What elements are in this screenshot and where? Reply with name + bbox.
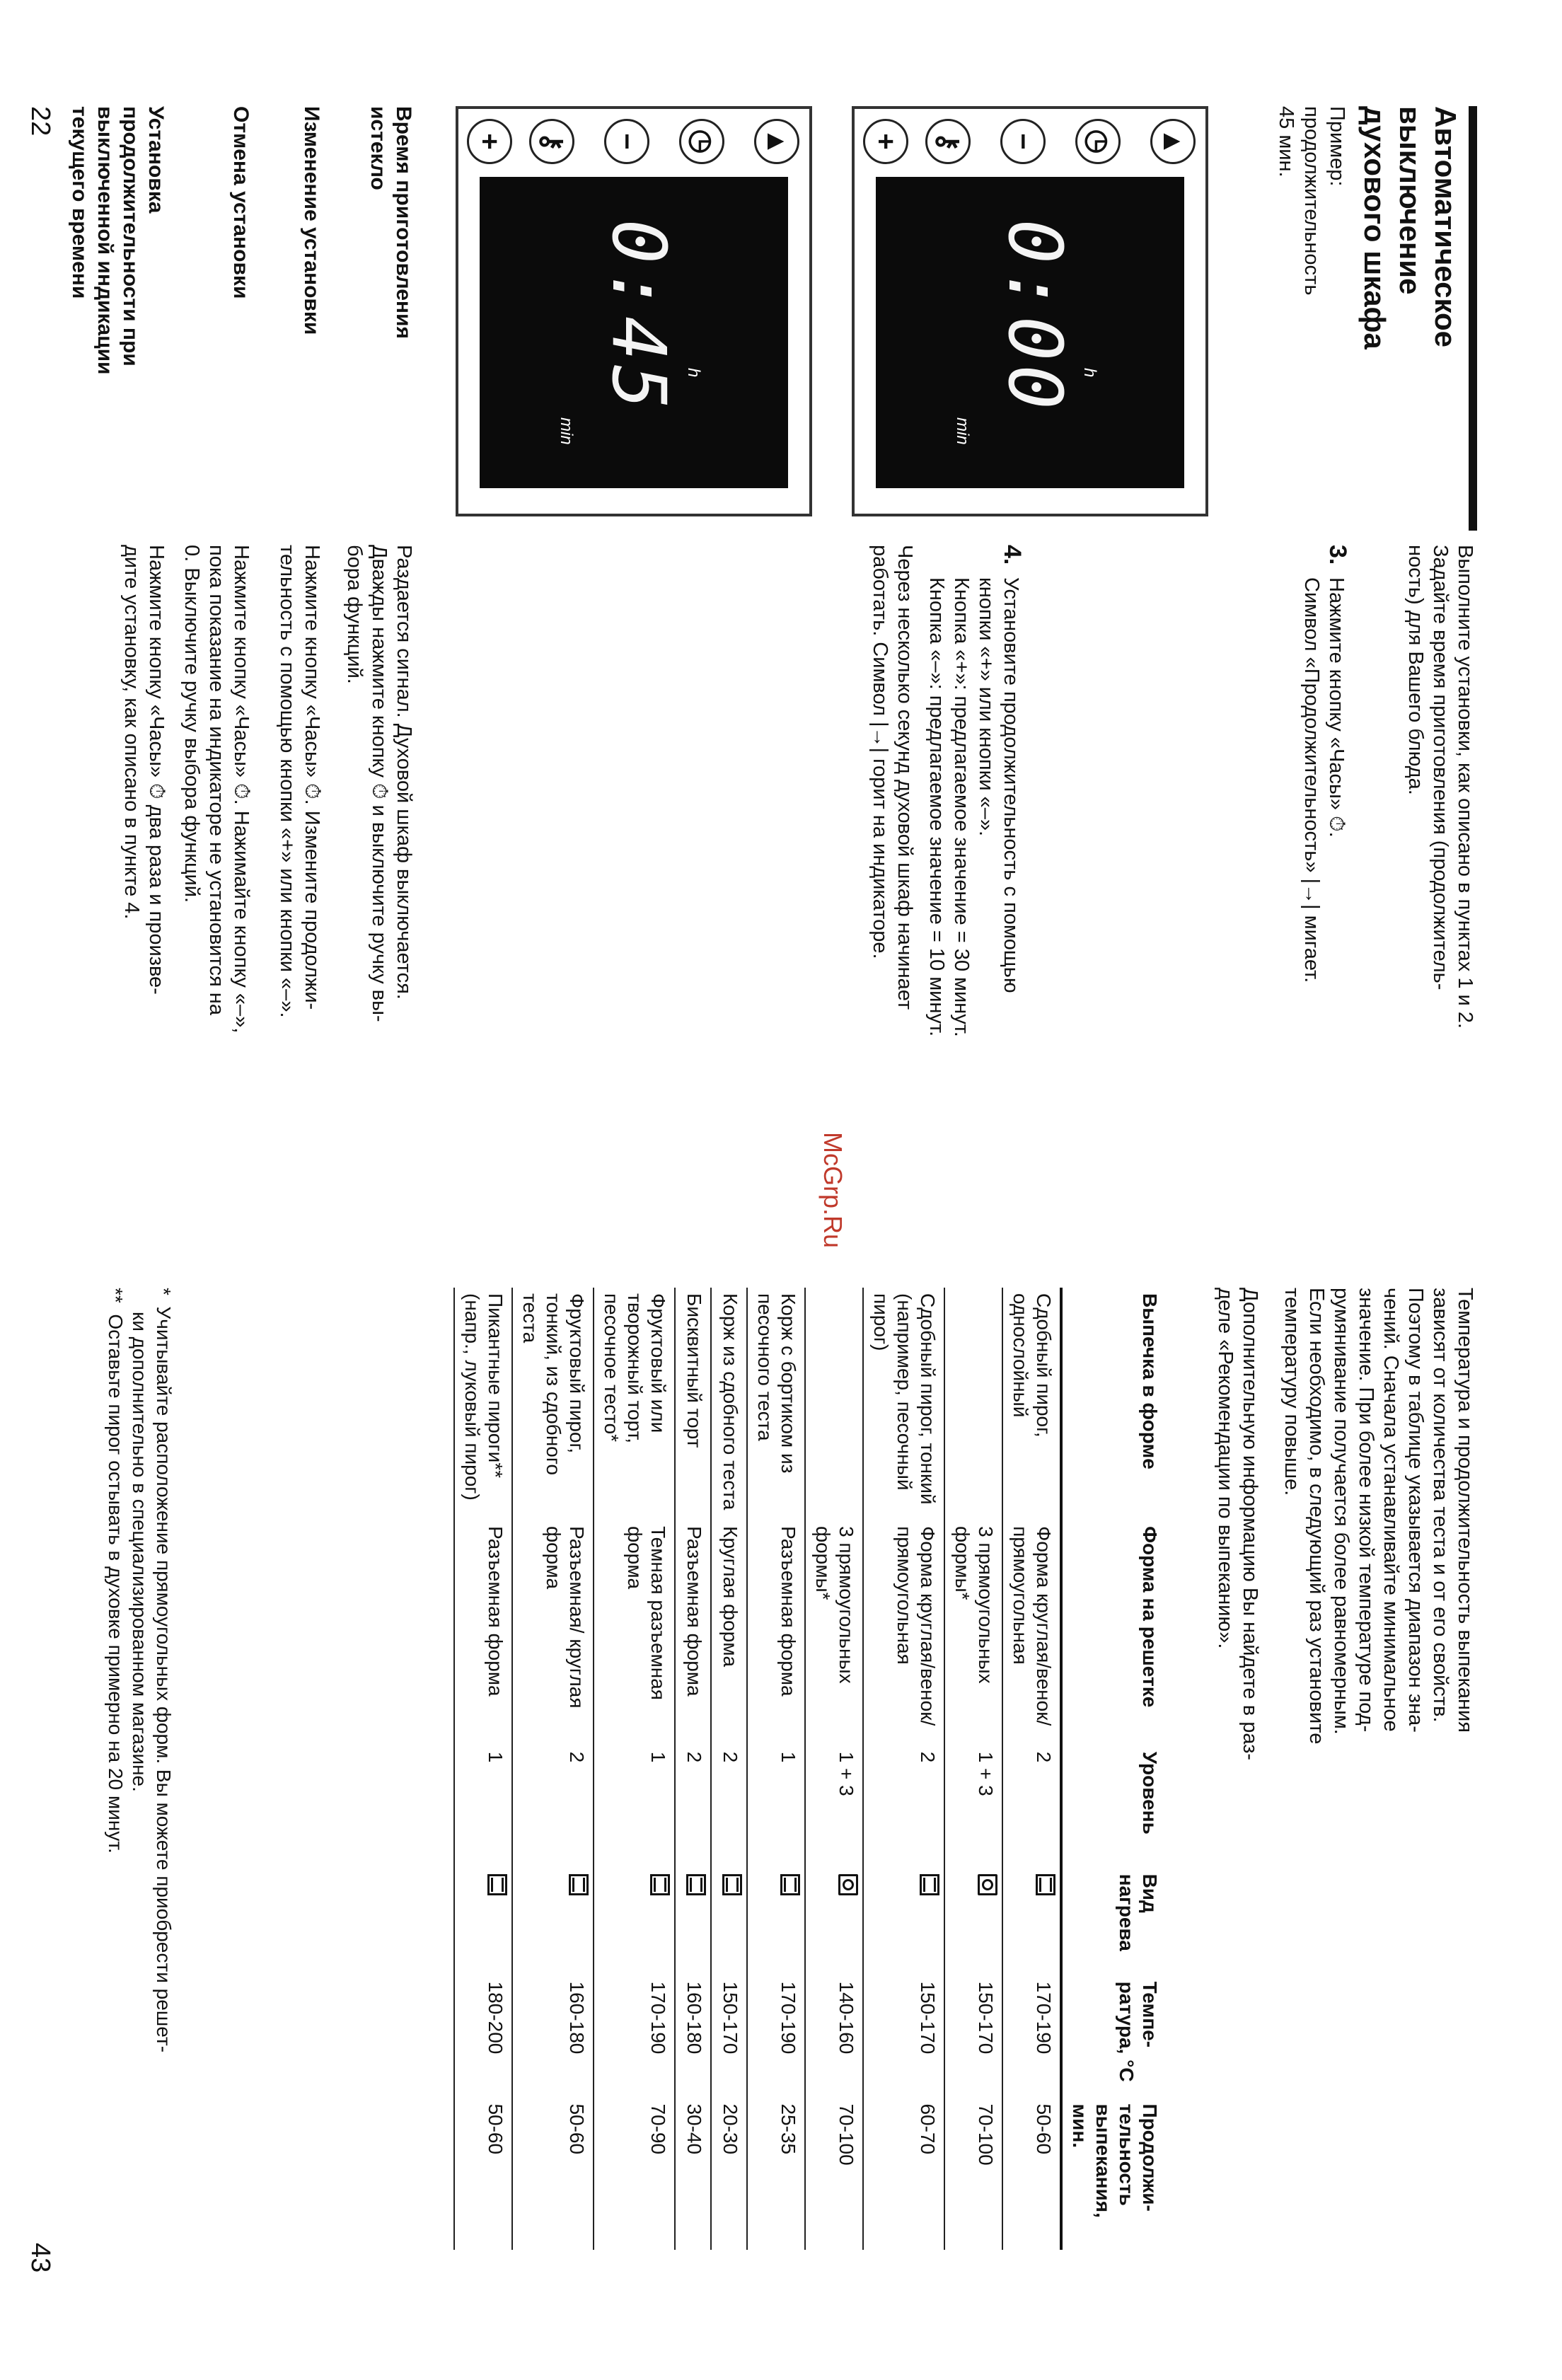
section-label-change: Изменение установки <box>300 106 323 335</box>
top-bottom-heating-icon <box>487 1874 507 1895</box>
col-temp: Темпе-ратура, °C <box>1061 1976 1166 2098</box>
unit-minutes: min <box>557 417 576 445</box>
clock-button[interactable]: ◷ <box>679 119 724 164</box>
table-header <box>1061 1288 1166 2250</box>
unit-hours: h <box>684 368 703 378</box>
cell-temp: 140-160 <box>805 1976 863 2098</box>
cell-dish: Фруктовый или творожный торт, песочное тесто* <box>594 1288 675 1520</box>
step3: 3.Нажмите кнопку «Часы» ⏱. Символ «Продолжительность» |→| мигает. <box>1300 545 1351 983</box>
table-row <box>454 1288 512 2250</box>
cell-heat <box>863 1868 944 1976</box>
section-text-cancel: Нажмите кнопку «Часы» ⏱. Нажимайте кнопку «–», пока показание на индикаторе не установится на 0. Выключите ручку выбора функций. <box>180 545 253 1034</box>
cell-dish: Сдобный пирог, однослойный <box>1002 1288 1061 1520</box>
cell-level: 1 <box>594 1746 675 1868</box>
unit-hours: h <box>1080 368 1099 378</box>
cell-level: 1 + 3 <box>944 1746 1002 1868</box>
cell-form: Темная разъемная форма <box>594 1520 675 1746</box>
fan-heating-icon <box>978 1874 997 1895</box>
cell-heat <box>944 1868 1002 1976</box>
cell-heat <box>805 1868 863 1976</box>
right-intro: Температура и продолжительность выпекания зависят от количества теста и от его свойств. Поэтому в таблице указывается диапазон зна- чений. Сначала устанавливайте минимальное значение. При более низкой температуре под- румянивание получается более равномерным. Если необходимо, в следующий раз установите температуру повыше. Дополнительную информацию Вы найдете в раз- деле «Рекомендации по выпеканию». <box>1214 1288 1476 1761</box>
left-page <box>0 106 1562 1217</box>
up-button[interactable]: ▲ <box>754 119 799 164</box>
cell-level: 1 + 3 <box>805 1746 863 1868</box>
cell-dish: Сдобный пирог, тонкий (например, песочный пирог) <box>863 1288 944 1520</box>
cell-heat <box>594 1868 675 1976</box>
top-bottom-heating-icon <box>722 1874 742 1895</box>
cell-form: Разъемная форма <box>454 1520 512 1746</box>
step4: 4.Установите продолжительность с помощью кнопки «+» или кнопки «–». Кнопка «+»: предлагаемое значение = 30 минут. Кнопка «–»: предлагаемое значение = 10 минут. Через несколько секунд духовой шкаф начинает работать. Символ |→| горит на индикаторе. <box>869 545 1026 1037</box>
title-rule <box>1469 106 1477 531</box>
col-heat: Вид нагрева <box>1061 1868 1166 1976</box>
cell-time: 30-40 <box>675 2098 711 2250</box>
cell-time: 70-90 <box>594 2098 675 2250</box>
footnote: * Учитывайте расположение прямоугольных форм. Вы можете приобрести решет- <box>153 1288 175 2053</box>
cell-heat <box>1002 1868 1061 1976</box>
minus-button[interactable]: − <box>604 119 649 164</box>
cell-level: 2 <box>1002 1746 1061 1868</box>
section-text-change: Нажмите кнопку «Часы» ⏱. Измените продолжи- тельность с помощью кнопки «+» или кнопки «–». <box>276 545 323 1018</box>
col-time: Продолжи-тельность выпекания, мин. <box>1061 2098 1166 2250</box>
top-bottom-heating-icon <box>1036 1874 1055 1895</box>
cell-dish: Бисквитный торт <box>675 1288 711 1520</box>
cell-dish: Корж с бортиком из песочного теста <box>747 1288 805 1520</box>
key-button[interactable]: ⚷ <box>529 119 574 164</box>
cell-temp: 160-180 <box>512 1976 594 2098</box>
cell-time: 70-100 <box>805 2098 863 2250</box>
top-bottom-heating-icon <box>569 1874 589 1895</box>
display-screen <box>876 177 1184 488</box>
cell-time: 50-60 <box>1002 2098 1061 2250</box>
page-number-left: 22 <box>25 106 55 137</box>
footnote: ки дополнительно в специализированном магазине. <box>129 1312 151 1792</box>
footnote: ** Оставьте пирог остывать в духовке примерно на 20 минут. <box>105 1288 127 1854</box>
table-row <box>805 1288 863 2250</box>
cell-form: 3 прямоугольных формы* <box>805 1520 863 1746</box>
table-row <box>747 1288 805 2250</box>
table-row <box>711 1288 747 2250</box>
cell-temp: 170-190 <box>594 1976 675 2098</box>
cell-heat <box>675 1868 711 1976</box>
time-readout: 0:45 <box>596 219 682 414</box>
col-dish: Выпечка в форме <box>1061 1288 1166 1520</box>
cell-temp: 150-170 <box>711 1976 747 2098</box>
cell-heat <box>454 1868 512 1976</box>
display-panel-set <box>456 106 812 516</box>
cell-form: Разъемная/ круглая форма <box>512 1520 594 1746</box>
key-button[interactable]: ⚷ <box>925 119 971 164</box>
top-bottom-heating-icon <box>780 1874 800 1895</box>
cell-time: 20-30 <box>711 2098 747 2250</box>
section-label-no-clock: Установка продолжительности при выключенной индикации текущего времени <box>68 106 168 375</box>
table-row <box>1002 1288 1061 2250</box>
cell-form: 3 прямоугольных формы* <box>944 1520 1002 1746</box>
watermark: McGrp.Ru <box>818 1132 847 1249</box>
clock-button[interactable]: ◷ <box>1075 119 1121 164</box>
col-level: Уровень <box>1061 1746 1166 1868</box>
baking-table <box>453 1288 1166 2250</box>
table-row <box>863 1288 944 2250</box>
table-row <box>944 1288 1002 2250</box>
footnotes <box>103 1288 175 2250</box>
page-title: Автоматическое выключение духового шкафа <box>1358 106 1462 350</box>
cell-time: 60-70 <box>863 2098 944 2250</box>
table-row <box>512 1288 594 2250</box>
example-caption: Пример: продолжительность 45 мин. <box>1275 106 1348 296</box>
cell-form: Форма круглая/венок/ прямоугольная <box>863 1520 944 1746</box>
cell-dish: Пикантные пироги** (напр., луковый пирог) <box>454 1288 512 1520</box>
cell-dish <box>805 1288 863 1520</box>
cell-dish: Корж из сдобного теста <box>711 1288 747 1520</box>
top-bottom-heating-icon <box>650 1874 670 1895</box>
top-bottom-heating-icon <box>686 1874 706 1895</box>
cell-time: 50-60 <box>512 2098 594 2250</box>
cell-level: 2 <box>711 1746 747 1868</box>
cell-time: 25-35 <box>747 2098 805 2250</box>
col-form: Форма на решетке <box>1061 1520 1166 1746</box>
section-text-no-clock: Нажмите кнопку «Часы» ⏱ два раза и произве- дите установку, как описано в пункте 4. <box>120 545 168 995</box>
cell-level: 1 <box>454 1746 512 1868</box>
unit-minutes: min <box>953 417 972 445</box>
plus-button[interactable]: + <box>863 119 908 164</box>
cell-time: 70-100 <box>944 2098 1002 2250</box>
cell-level: 2 <box>675 1746 711 1868</box>
table-row <box>594 1288 675 2250</box>
cell-form: Разъемная форма <box>747 1520 805 1746</box>
section-label-cancel: Отмена установки <box>229 106 253 299</box>
cell-heat <box>747 1868 805 1976</box>
section-label-time-elapsed: Время приготовления истекло <box>366 106 415 339</box>
cell-temp: 170-190 <box>1002 1976 1061 2098</box>
cell-temp: 160-180 <box>675 1976 711 2098</box>
intro-paragraph: Выполните установки, как описано в пунктах 1 и 2. Задайте время приготовления (продолжитель- ность) для Вашего блюда. <box>1404 545 1476 1029</box>
cell-dish <box>944 1288 1002 1520</box>
top-bottom-heating-icon <box>920 1874 939 1895</box>
cell-form: Разъемная форма <box>675 1520 711 1746</box>
fan-heating-icon <box>838 1874 858 1895</box>
cell-temp: 180-200 <box>454 1976 512 2098</box>
cell-heat <box>512 1868 594 1976</box>
section-text-time-elapsed: Раздается сигнал. Духовой шкаф выключается. Дважды нажмите кнопку ⏱ и выключите ручку вы- бора функций. <box>343 545 415 1022</box>
cell-time: 50-60 <box>454 2098 512 2250</box>
cell-temp: 170-190 <box>747 1976 805 2098</box>
plus-button[interactable]: + <box>467 119 512 164</box>
up-button[interactable]: ▲ <box>1150 119 1196 164</box>
table-row <box>675 1288 711 2250</box>
cell-level: 2 <box>512 1746 594 1868</box>
display-screen <box>480 177 788 488</box>
cell-temp: 150-170 <box>944 1976 1002 2098</box>
cell-form: Форма круглая/венок/ прямоугольная <box>1002 1520 1061 1746</box>
cell-heat <box>711 1868 747 1976</box>
cell-level: 1 <box>747 1746 805 1868</box>
minus-button[interactable]: − <box>1000 119 1046 164</box>
page-number-right: 43 <box>25 2243 55 2273</box>
cell-form: Круглая форма <box>711 1520 747 1746</box>
cell-level: 2 <box>863 1746 944 1868</box>
right-page <box>0 1288 1562 2278</box>
display-panel-initial <box>852 106 1208 516</box>
cell-dish: Фруктовый пирог, тонкий, из сдобного теста <box>512 1288 594 1520</box>
cell-temp: 150-170 <box>863 1976 944 2098</box>
time-readout: 0:00 <box>992 219 1078 414</box>
